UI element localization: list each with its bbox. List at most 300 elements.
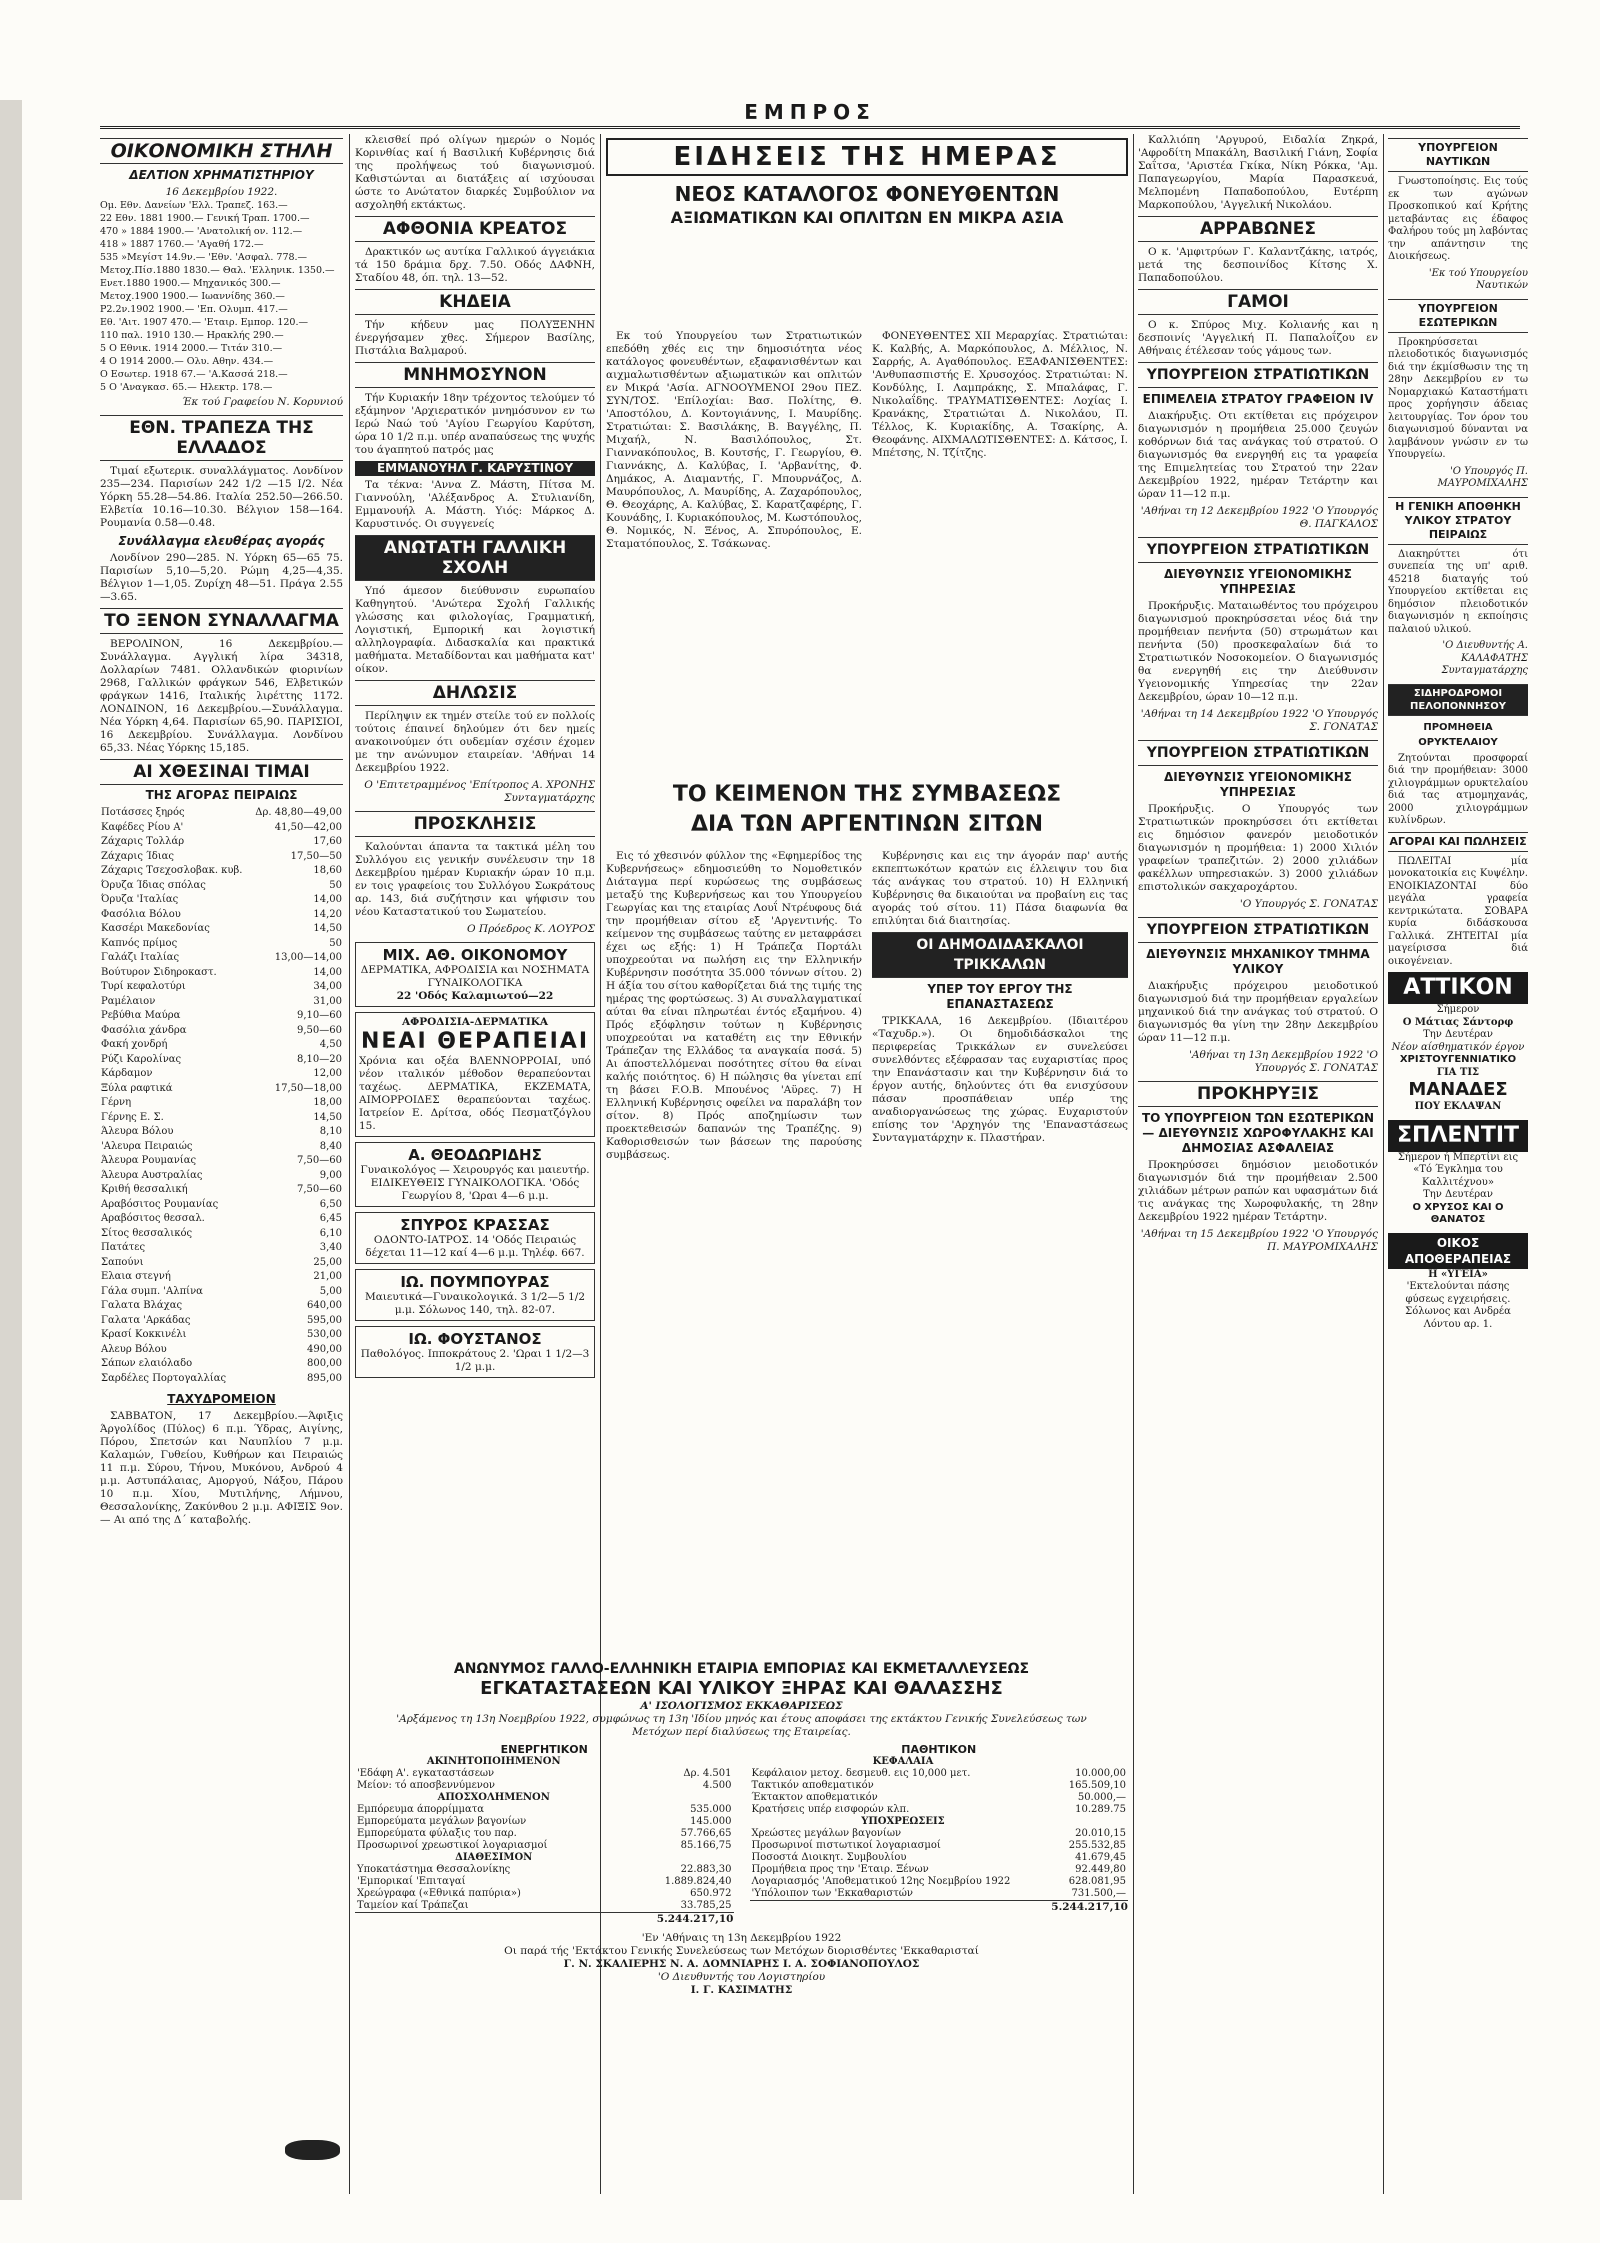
price-item: Γάλα συμπ. 'Αλπίνα (101, 1285, 203, 1297)
cinema-splendid-monday: Την Δευτέραν (1423, 1189, 1493, 1200)
balance-label: ΚΕΦΑΛΑΙΑ (872, 1756, 934, 1767)
school-text: Υπό άμεσον διεύθυνσιν ευρωπαίου Καθηγητού. 'Ανώτερα Σχολή Γαλλικής γλώσσης και φιλολογίας, Γραμματική, Λογιστική, Εμπορική και λογιστική αλληλογραφία. Διδασκαλία και πρακτικά μαθήματα. Μεταδίδονται και μαθήματα κατ' οίκον. (355, 585, 595, 675)
balance-row (750, 1876, 1129, 1888)
classifieds-text: ΠΩΛΕΙΤΑΙ μία μονοκατοικία εις Κυψέλην. ΕΝΟΙΚΙΑΖΟΝΤΑΙ δύο μεγάλα γραφεία κεντρικώτατα. ΣΟΒΑΡΑ κυρία διδάσκουσα Γαλλικά. ΖΗΤΕΙΤΑΙ μία μαγείρισσα διά οικογένειαν. (1388, 855, 1528, 967)
lead-subheadline: ΑΞΙΩΜΑΤΙΚΩΝ ΚΑΙ ΟΠΛΙΤΩΝ ΕΝ ΜΙΚΡΑ ΑΣΙΑ (670, 208, 1064, 227)
price-item: Φακή χονδρή (101, 1039, 168, 1050)
military3-heading: ΥΠΟΥΡΓΕΙΟΝ ΣΤΡΑΤΙΩΤΙΚΩΝ (1138, 740, 1378, 766)
price-item: Κάρδαμον (101, 1068, 153, 1079)
balance-row (750, 1840, 1129, 1852)
price-item: Άλευρα Αυστραλίας (101, 1169, 203, 1181)
ad-dentist-text: ΟΔΟΝΤΟ-ΙΑΤΡΟΣ. 14 'Οδός Πειραιώς δέχεται 11—12 καί 4—6 μ.μ. Τηλέφ. 667. (365, 1234, 585, 1259)
funeral-text: Τήν κήδευν μας ΠΟΛΥΞΕΝΗΝ ένεργήσαμεν χθες. Σήμερον Βασίλης, Πιστάλια Βαλμαρού. (355, 319, 595, 357)
balance-value: Δρ. 4.501 (683, 1768, 732, 1779)
exchange-line: 470 » 1884 1900.— 'Ανατολική ον. 112.— (100, 226, 303, 237)
price-item: Πατάτες (101, 1242, 146, 1253)
memorial-heading: ΜΝΗΜΟΣΥΝΟΝ (355, 362, 595, 388)
balance-value: 145.000 (690, 1816, 732, 1827)
military3-text: Προκήρυξις. Ο Υπουργός των Στρατιωτικών προκηρύσσει ότι εκτίθεται εις δημόσιον φανερόν μειοδοτικόν διαγωνισμόν η προμήθεια: 1) 2000 Χιλιόν γραφείων τραπεζιτών. 2) 2000 χιλιάδων φακέλλων υπηρεσιακών. 3) 2000 χιλιάδων επιστολικών σακχαροχάρτου. (1138, 803, 1378, 893)
exchange-line: 110 παλ. 1910 130.— Ηρακλής 290.— (100, 330, 284, 341)
price-table (100, 806, 343, 1386)
balance-value: 731.500,— (1071, 1888, 1126, 1899)
price-row (100, 951, 343, 966)
balance-value: 165.509,10 (1068, 1780, 1126, 1791)
funeral-heading: ΚΗΔΕΙΑ (355, 289, 595, 315)
ad-gynecologist (355, 1142, 595, 1207)
price-item: Καφέδες Ρίου Α' (101, 821, 184, 833)
balance-value: 22.883,30 (680, 1864, 732, 1875)
foreign-heading: ΤΟ ΞΕΝΟΝ ΣΥΝΑΛΛΑΓΜΑ (100, 608, 343, 634)
balance-value: 10.289.75 (1075, 1804, 1126, 1815)
military1-heading: ΥΠΟΥΡΓΕΙΟΝ ΣΤΡΑΤΙΩΤΙΚΩΝ (1138, 362, 1378, 388)
exchange-line: Μετοχ.1900 1900.— Ιωαννίδης 360.— (100, 291, 285, 302)
price-value: 25,00 (313, 1256, 342, 1268)
assets-total: 5.244.217,10 (355, 1912, 734, 1926)
balance-label: Εμπορεύματα φύλαξις του παρ. (357, 1828, 517, 1839)
price-row (100, 1067, 343, 1082)
fx-text: Λονδίνον 290—285. Ν. Υόρκη 65—65 75. Παρισίων 5,10—5,20. Ρώμη 4,25—4,35. Βέλγιον 1—1,05. Ζυρίχη 48—51. Πράγα 2.55—3.65. (100, 552, 343, 603)
price-value: 9,00 (319, 1169, 342, 1181)
balance-label: ΔΙΑΘΕΣΙΜΟΝ (455, 1852, 533, 1863)
ad-physician-name: ΙΩ. ΦΟΥΣΤΑΝΟΣ (408, 1330, 542, 1348)
meat-text: Δρακτικόν ως αυτίκα Γαλλικού άγγειάκια τά 150 δράμια δρχ. 7.50. Οδός ΔΑΦΝΗ, Σταδίου 48, όπ. τηλ. 13—52. (355, 246, 595, 284)
balance-label: Προσωρινοί πιστωτικοί λογαριασμοί (751, 1840, 941, 1851)
price-row (100, 1198, 343, 1213)
price-row (100, 1256, 343, 1271)
balance-row (750, 1768, 1129, 1780)
military3-subheading: ΔΙΕΥΘΥΝΣΙΣ ΥΓΕΙΟΝΟΜΙΚΗΣ ΥΠΗΡΕΣΙΑΣ (1164, 770, 1352, 799)
balance-label: Ποσοστά Διοικητ. Συμβουλίου (751, 1852, 907, 1863)
column-rule (1383, 134, 1384, 2194)
cinema-attikon-lost: ΠΟΥ ΕΚΛΑΨΑΝ (1414, 1101, 1502, 1112)
cinema-attikon-film: Ο Μάτιας Σάντορφ (1402, 1016, 1514, 1028)
balance-value: 33.785,25 (680, 1900, 732, 1911)
price-value: 12,00 (313, 1068, 342, 1079)
notice-heading: ΔΗΛΩΣΙΣ (355, 680, 595, 706)
masthead-title: ΕΜΠΡΟΣ (744, 100, 876, 124)
navy-signature: 'Εκ τού Υπουργείου Ναυτικών (1428, 267, 1528, 291)
military1-text: Διακήρυξις. Οτι εκτίθεται εις πρόχειρον διαγωνισμόν η προμήθεια 25.000 ζευγών κοθόρνων διά τας ανάγκας τού στρατού. Ο διαγωνισμός θα ενεργηθή εις τα γραφεία της Επιμελητείας του Στρατού την 22αν Δεκεμβρίου 1922, ημέραν Τετάρτην και ώραν 11—12 π.μ. (1138, 410, 1378, 500)
price-row (100, 850, 343, 865)
exchange-line: 5 Ο 'Αναγκασ. 65.— Ηλεκτρ. 178.— (100, 382, 273, 393)
report-signers-line: Οι παρά τής 'Εκτάκτου Γενικής Συνελεύσεως των Μετόχων διορισθέντες 'Εκκαθαρισταί (504, 1945, 979, 1957)
price-value: 4,50 (319, 1039, 342, 1050)
military4-text: Διακήρυξις πρόχειρου μειοδοτικού διαγωνισμού διά την προμήθειαν εργαλείων μηχανικού διά την ανάγκας τού στρατού. Ο διαγωνισμός θα γίνη την 28ην Δεκεμβρίου ώραν 11—12 π.μ. (1138, 980, 1378, 1044)
fx-heading: Συνάλλαγμα ελευθέρας αγοράς (118, 534, 325, 548)
clinic-text: 'Εκτελούνται πάσης φύσεως εγχειρήσεις. Σόλωνος και Ανδρέα Λόντου αρ. 1. (1405, 1281, 1511, 1330)
ad-treatments-heading: ΑΦΡΟΔΙΣΙΑ-ΔΕΡΜΑΤΙΚΑ (401, 1016, 549, 1028)
price-item: Βούτυρον Σιδηροκαστ. (101, 966, 217, 978)
price-value: 50 (329, 937, 342, 949)
lead-article-text: Εκ τού Υπουργείου των Στρατιωτικών επεδόθη χθές εις την δημοσιότητα νέος κατάλογος φονευθέντων, εξαφανισθέντων και αιχμαλωτισθέντων αξιωματικών και οπλιτών εν Μικρά 'Ασία. ΑΓΝΟΟΥΜΕΝΟΙ 29ου ΠΕΖ. ΣΥΝ/ΤΟΣ. 'Επίλοχίαι: Βασ. Πολίτης, Θ. 'Αποστόλου, Δ. Κοντογιάννης, Ι. Μαυρίδης. Στρατιώται: Σ. Βασιλάκης, Β. Βαγγέλης, Π. Μιχαήλ, Ν. Βασιλόπουλος, Στ. Γιαννακόπουλος, Β. Κουτσής, Γ. Γεωργίου, Θ. Γιαννάκης, Δ. Καλύβας, Ι. 'Αρβανίτης, Φ. Δημάκος, Α. Διαμαντής, Γ. Μπουρνάζος, Δ. Μαυρόπουλος, Λ. Μαυρίδης, Α. Ζαχαρόπουλος, Θ. Θεοχάρης, Α. Καλύβας, Σ. Καρατζαφέρης, Γ. Κουνάδης, Ι. Κυριακόπουλος, Μ. Κωστόπουλος, Θ. Νομικός, Ν. Ξένος, Α. Σπυρόπουλος, Ε. Σταματόπουλος, Σ. Τσάκωνας. (606, 330, 862, 550)
balance-label: ΑΠΟΣΧΟΛΗΜΕΝΟΝ (437, 1792, 550, 1803)
balance-row (355, 1804, 734, 1816)
price-item: Ραμέλαιον (101, 995, 156, 1007)
trikala-text: ΤΡΙΚΚΑΛΑ, 16 Δεκεμβρίου. (Ιδιαιτέρου «Ταχυδρ.»). Οι δημοδιδάσκαλοι της περιφερείας Τρικκάλων εν συνελεύσει συνελθόντες εξέφρασαν τας ευχαριστίας προς την Επανάστασιν και την Κυβέρνησιν διά το έργον αυτής, δηλούντες ότι θα ενισχύσουν πάσαν προσπάθειαν υπέρ της αναδιοργανώσεως της χώρας. Ευχαριστούν επίσης τον 'Αρχηγόν της 'Επαναστάσεως Συνταγματάρχην κ. Πλαστήραν. (872, 1015, 1128, 1144)
balance-label: Λογαριασμός 'Αποθεματικού 12ης Νοεμβρίου 1922 (751, 1876, 1011, 1887)
price-row (100, 1299, 343, 1314)
price-value: 7,50—60 (297, 1184, 342, 1195)
bank-text: Τιμαί εξωτερικ. συναλλάγματος. Λονδίνον 235—234. Παρισίων 242 1/2 —15 Ι/2. Νέα Υόρκη 55.28—54.86. Ιταλία 252.50—266.50. Ελβετία 10.16—10.30. Βέλγιον 158—164. Ρουμανία 0.58—0.48. (100, 465, 343, 529)
balance-value (1056, 1816, 1128, 1828)
balance-row (355, 1888, 734, 1900)
balance-label: 'Υπόλοιπον των 'Εκκαθαριστών (751, 1888, 913, 1899)
invite-signature: Ο Πρόεδρος Κ. ΛΟΥΡΟΣ (466, 923, 595, 935)
balance-value: 628.081,95 (1068, 1876, 1126, 1887)
exchange-list (100, 199, 343, 394)
price-row (100, 879, 343, 894)
military3-signature: 'Ο Υπουργός Σ. ΓΟΝΑΤΑΣ (1239, 898, 1378, 910)
price-row (100, 1343, 343, 1358)
balance-label: Εμπόρευμα άπορρίμματα (357, 1804, 485, 1815)
treaty-text: Εις τό χθεσινόν φύλλον της «Εφημερίδος της Κυβερνήσεως» εδημοσιεύθη το Νομοθετικόν Διάταγμα περί κυρώσεως της συμβάσεως μεταξύ της Κυβερνήσεως και του Υπουργείου Γεωργίας και της εταιρίας Λουΐ Ντρέυφους διά την προμήθειαν σίτου εξ 'Αργεντινής. Το κείμενον της συμβάσεως ταύτης εν μεταφράσει έχει ως εξής: 1) Η Τράπεζα Πορτάλι υποχρεούται να πωλήση εις την Ελληνικήν Κυβέρνησιν ποσότητα 35.000 τόννων σίτου. 2) Η άξία του σίτου καθορίζεται διά της τιμής της ημέρας της φορτώσεως. 3) Αι συναλλαγματικαί αύται θα είναι πληρωτέαι έντός εξαμήνου. 4) Πρός εξόφλησιν τούτων η Κυβέρνησις υποχρεούται να καταθέτη εις την Εθνικήν Τράπεζαν της Ελλάδος τα αναγκαία ποσά. 5) Αι άποστελλόμεναι ποσότητες σίτου θα είναι καλής ποιότητος. 6) Η πώλησις θα γίνεται επί τη βάσει F.O.B. Μπουένος 'Αϋρες. 7) Η Ελληνική Κυβέρνησις οφείλει να παραλάβη τον σίτον. 8) Πρός αποζημίωσιν των προεκτεθεισών δαπανών της Τραπέζης. 9) Καθορισθεισών των βάσεων της παρούσης συμβάσεως. (606, 850, 862, 1161)
military2-heading: ΥΠΟΥΡΓΕΙΟΝ ΣΤΡΑΤΙΩΤΙΚΩΝ (1138, 537, 1378, 563)
exchange-line: 535 »Μεγίστ 14.9ν.— 'Εθν. 'Ασφαλ. 778.— (100, 252, 308, 263)
balance-row (355, 1768, 734, 1780)
balance-label: Τακτικόν αποθεματικόν (751, 1780, 874, 1791)
company-subtitle: ΕΓΚΑΤΑΣΤΑΣΕΩΝ ΚΑΙ ΥΛΙΚΟΥ ΞΗΡΑΣ ΚΑΙ ΘΑΛΑΣΣΗΣ (480, 1678, 1003, 1699)
treaty-headline-text (606, 780, 1128, 840)
memorial-text: Τήν Κυριακήν 18ην τρέχοντος τελούμεν τό εξάμηνον 'Αρχιερατικόν μνημόσυνον εν τω Ιερώ Ναώ τού 'Αγίου Γεωργίου Καρύτση, ώρα 10 1/2 π.μ. υπέρ αναπαύσεως της ψυχής του άγαπητού πατρός μας (355, 392, 595, 456)
price-value: 14,50 (313, 923, 342, 934)
cinema-attikon-title: ΑΤΤΙΚΟΝ (1388, 972, 1528, 1004)
weddings-text: Ο κ. Σπύρος Μιχ. Κολιανής και η δεσποινίς 'Αγγελική Π. Παπαλοΐζου εν Αθήναις έτέλεσαν τούς γάμους των. (1138, 319, 1378, 357)
invite-heading: ΠΡΟΣΚΛΗΣΙΣ (355, 811, 595, 837)
price-value: 9,50—60 (297, 1024, 342, 1036)
balance-row (355, 1876, 734, 1888)
balance-label: Έκτακτον αποθεματικόν (751, 1792, 878, 1803)
treaty-article-col1 (606, 850, 862, 1640)
balance-row (355, 1828, 734, 1840)
balance-label: Μείον: τό αποσβεννύμενον (357, 1780, 495, 1791)
price-row (100, 893, 343, 908)
balance-value: 85.166,75 (680, 1840, 732, 1851)
notice-signature: Ο 'Επιτετραμμένος 'Επίτροπος Α. ΧΡΟΝΗΣ Συνταγματάρχης (364, 779, 595, 804)
balance-label: Κρατήσεις υπέρ εισφορών κλπ. (751, 1804, 910, 1815)
lead-headline: ΝΕΟΣ ΚΑΤΑΛΟΓΟΣ ΦΟΝΕΥΘΕΝΤΩΝ (674, 182, 1060, 206)
balance-value: 20.010,15 (1075, 1828, 1126, 1839)
cinema-attikon-today: Σήμερον (1436, 1004, 1480, 1015)
depot-text: Διακηρύττει ότι συνεπεία της υπ' αριθ. 45218 διαταγής τού Υπουργείου εκτίθεται εις δημόσιον πλειοδοτικόν διαγωνισμόν η εκποίησις παλαιού υλικού. (1388, 548, 1528, 635)
price-value: 3,40 (319, 1242, 342, 1253)
price-value: 31,00 (313, 995, 342, 1007)
price-item: Ποτάσσες ξηρός (101, 807, 185, 818)
railway-heading: ΣΙΔΗΡΟΔΡΟΜΟΙ ΠΕΛΟΠΟΝΝΗΣΟΥ (1388, 684, 1528, 716)
treaty-headline-line: ΔΙΑ ΤΩΝ ΑΡΓΕΝΤΙΝΩΝ ΣΙΤΩΝ (691, 812, 1043, 837)
balance-row (355, 1864, 734, 1876)
liabilities-table (750, 1756, 1129, 1900)
balance-value: 92.449,80 (1075, 1864, 1126, 1875)
proclamation-heading: ΠΡΟΚΗΡΥΞΙΣ (1138, 1081, 1378, 1107)
price-item: Όρυζα 'Ιταλίας (101, 894, 179, 905)
price-value: 6,50 (319, 1198, 342, 1210)
price-value: 7,50—60 (297, 1155, 342, 1166)
lead-article-text-continued: ΦΟΝΕΥΘΕΝΤΕΣ XII Μεραρχίας. Στρατιώται: Κ. Καλβής, Α. Μαρκόπουλος, Δ. Μέλλιος, Ν. Σαρρής, Α. Αγαθόπουλος. ΕΞΑΦΑΝΙΣΘΕΝΤΕΣ: 'Ανθυπασπιστής Ε. Χρυσοχόος. Στρατιώται: Ν. Κονδύλης, Ι. Λαμπράκης, Σ. Μπαλάφας, Γ. Νικολαΐδης. ΤΡΑΥΜΑΤΙΣΘΕΝΤΕΣ: Λοχίας Ι. Κρανάκης, Στρατιώται Δ. Νικολάου, Π. Τέλλος, Κ. Κυριακίδης, Α. Τσακίρης, Α. Θεοφάνης. ΑΙΧΜΑΛΩΤΙΣΘΕΝΤΕΣ: Δ. Κάτσος, Ι. Μπέτσης, Ν. Τζίτζης. (872, 330, 1128, 459)
balance-label: Ταμείον καί Τράπεζαι (357, 1900, 469, 1911)
railway-text: Ζητούνται προσφοραί διά την προμήθειαν: 3000 χιλιογράμμων ορυκτελαίου διά τας ατμομηχανάς, 2000 χιλιογράμμων κυλίνδρων. (1388, 752, 1528, 826)
price-item: Σίτος θεσσαλικός (101, 1227, 193, 1239)
balance-value (632, 1792, 733, 1804)
ad-obstetrician-name: ΙΩ. ΠΟΥΜΠΟΥΡΑΣ (400, 1273, 550, 1291)
depot-heading: Η ΓΕΝΙΚΗ ΑΠΟΘΗΚΗ ΥΛΙΚΟΥ ΣΤΡΑΤΟΥ ΠΕΙΡΑΙΩΣ (1388, 497, 1528, 545)
price-value: 490,00 (307, 1343, 342, 1355)
balance-row (750, 1852, 1129, 1864)
price-item: 'Αλευρα Πειραιώς (101, 1140, 193, 1152)
balance-value: 41.679,45 (1075, 1852, 1126, 1863)
price-item: Γέρνη (101, 1097, 132, 1108)
price-value: 41,50—42,00 (274, 821, 342, 833)
price-item: Τυρί κεφαλοτύρι (101, 981, 186, 992)
price-row (100, 1357, 343, 1372)
report-title: Α' ΙΣΟΛΟΓΙΣΜΟΣ ΕΚΚΑΘΑΡΙΣΕΩΣ (640, 1700, 843, 1712)
balance-row (750, 1828, 1129, 1840)
price-value: 21,00 (313, 1271, 342, 1282)
bank-heading: ΕΘΝ. ΤΡΑΠΕΖΑ ΤΗΣ ΕΛΛΑΔΟΣ (100, 415, 343, 461)
balance-row (355, 1780, 734, 1792)
balance-label: Υποκατάστημα Θεσσαλονίκης (357, 1864, 511, 1875)
price-item: Όρυζα Ίδιας σπόλας (101, 879, 206, 891)
balance-value: 1.889.824,40 (664, 1876, 732, 1887)
price-item: Γαλατα 'Αρκάδας (101, 1314, 191, 1326)
military2-subheading: ΔΙΕΥΘΥΝΣΙΣ ΥΓΕΙΟΝΟΜΙΚΗΣ ΥΠΗΡΕΣΙΑΣ (1164, 567, 1352, 596)
price-item: Σάπων ελαιόλαδο (101, 1358, 193, 1369)
cinema-attikon-new: Νέον αίσθηματικόν έργον (1391, 1041, 1525, 1053)
price-value: Δρ. 48,80—49,00 (255, 807, 342, 818)
price-item: Σαρδέλες Πορτογαλλίας (101, 1372, 227, 1384)
price-item: Φασόλια Βόλου (101, 908, 181, 920)
memorial-family: Τα τέκνα: 'Αννα Ζ. Μάστη, Πίτσα Μ. Γιαννούλη, 'Αλέξανδρος Α. Στυλιανίδη, Εμμανουήλ Α. Μάστη. Υιός: Μάρκος Δ. Καρυστινός. Οι συγγενείς (355, 479, 595, 530)
liabilities-section (750, 1743, 1129, 1926)
price-row (100, 1169, 343, 1184)
balance-row (355, 1840, 734, 1852)
price-row (100, 922, 343, 937)
foreign-text: ΒΕΡΟΛΙΝΟΝ, 16 Δεκεμβρίου.—Συνάλλαγμα. Αγγλική λίρα 34318, Δολλαρίων 7481. Ολλανδικών φιορινίων 2968, Γαλλικών φράγκων 546, Ελβετικών φράγκων 1416, Ιταλικής λιρέττης 1172. ΛΟΝΔΙΝΟΝ, 16 Δεκεμβρίου.—Συνάλλαγμα. Νέα Υόρκη 4,64. Παρισίων 65,90. ΠΑΡΙΣΙΟΙ, 16 Δεκεμβρίου. Συνάλλαγμα. Λονδίνου 65,33. Νέας Υόρκης 15,185. (100, 638, 343, 754)
balance-label: 'Εδάφη Α'. εγκαταστάσεων (357, 1768, 495, 1779)
interior-heading: ΥΠΟΥΡΓΕΙΟΝ ΕΣΩΤΕΡΙΚΩΝ (1388, 299, 1528, 333)
price-item: Κασσέρι Μακεδονίας (101, 923, 210, 934)
price-item: Σαπούνι (101, 1256, 144, 1268)
notice-text: Περίληψιν εκ τημέν στείλε τού εν πολλοίς τούτοις έπαινεί δηλούμεν ότι δεν ημείς ανακοινούμεν ότι ουδεμίαν σχέσιν έχομεν με την ανώνυμον εταιρείαν. 'Αθήναι 14 Δεκεμβρίου 1922. (355, 710, 595, 774)
liabilities-heading: ΠΑΘΗΤΙΚΟΝ (901, 1743, 977, 1756)
price-row (100, 1009, 343, 1024)
ad-dentist-name: ΣΠΥΡΟΣ ΚΡΑΣΣΑΣ (400, 1216, 550, 1234)
exchange-line: 22 Εθν. 1881 1900.— Γενική Τραπ. 1700.— (100, 213, 310, 224)
price-row (100, 1096, 343, 1111)
school-heading: ΑΝΩΤΑΤΗ ΓΑΛΛΙΚΗ ΣΧΟΛΗ (355, 535, 595, 581)
memorial-name: ΕΜΜΑΝΟΥΗΛ Γ. ΚΑΡΥΣΤΙΝΟΥ (355, 461, 595, 476)
balance-label: Κεφάλαιον μετοχ. δεσμευθ. εις 10,000 μετ. (751, 1768, 971, 1779)
balance-label: 'Εμπορικαί 'Επιταγαί (357, 1876, 466, 1887)
exchange-line: Ρ2.2ν.1902 1900.— 'Επ. Ολυμπ. 417.— (100, 304, 288, 315)
price-row (100, 821, 343, 836)
cinema-attikon-christmas: ΧΡΙΣΤΟΥΓΕΝΝΙΑΤΙΚΟ (1399, 1054, 1517, 1065)
ad-obstetrician-text: Μαιευτικά—Γυναικολογικά. 3 1/2—5 1/2 μ.μ. Σόλωνος 140, τηλ. 82-07. (364, 1291, 586, 1316)
exchange-heading: ΔΕΛΤΙΟΝ ΧΡΗΜΑΤΙΣΤΗΡΙΟΥ (129, 168, 314, 182)
ad-dermatologist (355, 942, 595, 1007)
price-item: Ελαια στεγνή (101, 1271, 171, 1282)
column-announcements (1138, 134, 1378, 2194)
price-value: 800,00 (307, 1358, 342, 1369)
price-row (100, 1314, 343, 1329)
price-item: Ξύλα ραφτικά (101, 1082, 173, 1094)
exchange-source: Έκ τού Γραφείου Ν. Κορυνιού (181, 396, 343, 408)
price-item: Ρεβύθια Μαύρα (101, 1010, 181, 1021)
classifieds-heading: ΑΓΟΡΑΙ ΚΑΙ ΠΩΛΗΣΕΙΣ (1388, 832, 1528, 852)
price-item: Κρασί Κοκκινέλι (101, 1329, 187, 1340)
navy-text: Γνωστοποίησις. Εις τούς εκ των αγώνων Προσκοπικού καί Κρήτης μεταβάντας εις έδαφος Φαλήρου τούς μη λαβόντας την απάντησιν της Διοικήσεως. (1388, 176, 1528, 262)
column-rule (349, 134, 350, 2194)
price-item: Κριθή θεσσαλική (101, 1184, 188, 1195)
balance-label: Προμήθεια προς την 'Εταιρ. Ξένων (751, 1864, 929, 1875)
column-ministries (1388, 134, 1528, 2194)
names-text: Καλλιόπη 'Αργυρού, Ειδαλία Ζηκρά, 'Αφροδίτη Μπακάλη, Βασιλική Γιάνη, Σοφία Σαΐτσα, 'Αριστέα Γκίκα, Νίκη Ρόκκα, 'Αμ. Παπαγεωργίου, Μαρία Παρασκευά, Μελπομένη Παπαδοπούλου, Ευτέρπη Μαρκοπούλου, 'Αγγελική Νικολάου. (1138, 134, 1378, 211)
balance-label: ΥΠΟΧΡΕΩΣΕΙΣ (861, 1816, 945, 1827)
balance-row (355, 1852, 734, 1864)
balance-value: 535.000 (690, 1804, 732, 1815)
cinema-splendid-text: Σήμερον ή Μπερτίνι εις «Τό Έγκλημα του Καλλιτέχνου» (1397, 1151, 1519, 1188)
lead-article-col1 (606, 330, 862, 770)
proclamation-subheading: ΤΟ ΥΠΟΥΡΓΕΙΟΝ ΤΩΝ ΕΣΩΤΕΡΙΚΩΝ — ΔΙΕΥΘΥΝΣΙΣ ΧΩΡΟΦΥΛΑΚΗΣ ΚΑΙ ΔΗΜΟΣΙΑΣ ΑΣΦΑΛΕΙΑΣ (1141, 1111, 1375, 1155)
price-item: Αραβόσιτος θεσσαλ. (101, 1213, 205, 1224)
exchange-line: 4 Ο 1914 2000.— Ολυ. Αθην. 434.— (100, 356, 274, 367)
price-row (100, 1285, 343, 1300)
price-row (100, 980, 343, 995)
price-row (100, 1154, 343, 1169)
balance-value (1056, 1756, 1128, 1768)
price-row (100, 1038, 343, 1053)
ad-gynecologist-text: Γυναικολόγος — Χειρουργός και μαιευτήρ. ΕΙΔΙΚΕΥΘΕΙΣ ΓΥΝΑΙΚΟΛΟΓΙΚΑ. 'Οδός Γεωργίου 8, 'Ωραι 4—6 μ.μ. (360, 1164, 590, 1202)
price-row (100, 1140, 343, 1155)
price-value: 6,10 (319, 1227, 342, 1239)
news-section-title: ΕΙΔΗΣΕΙΣ ΤΗΣ ΗΜΕΡΑΣ (606, 138, 1128, 176)
ad-physician-text: Παθολόγος. Ιπποκράτους 2. 'Ωραι 1 1/2—3 1/2 μ.μ. (360, 1348, 590, 1373)
price-row (100, 937, 343, 952)
balance-value: 255.532,85 (1068, 1840, 1126, 1851)
proclamation-text: Προκηρύσσει δημόσιον μειοδοτικόν διαγωνισμόν διά την προμήθειαν 2.500 χιλιάδων μέτρων ραπών και υφασμάτων διά τις ανάγκας της Χωροφυλακής, τη 28ην Δεκεμβρίου 1922 ημέραν Τετάρτην. (1138, 1159, 1378, 1223)
price-value: 595,00 (307, 1314, 342, 1326)
balance-value: 4.500 (702, 1780, 732, 1791)
balance-label: Χρεώγραφα («Εθνικά παπύρια») (357, 1888, 521, 1899)
assets-table (355, 1756, 734, 1912)
balance-value: 50.000,— (1077, 1792, 1126, 1803)
price-value: 14,00 (313, 966, 342, 978)
price-item: Γαλάζι Ιταλίας (101, 952, 180, 963)
treaty-text-continued: Κυβέρνησις και εις την άγοράν παρ' αυτής εκπεπτωκότων κρατών εις έλλειψιν του δια τάς ανάγκας του στρατού. 10) Η Ελληνική Κυβέρνησις θα δικαιούται να προβαίνη εις τας αγοράς τού σίτου. 11) Πάσα διαφωνία θα επιλύηται διά διαιτησίας. (872, 850, 1128, 927)
column-notices (355, 134, 595, 1774)
depot-signature: 'Ο Διευθυντής Α. ΚΑΛΑΦΑΤΗΣ Συνταγματάρχης (1441, 640, 1528, 676)
balance-row (355, 1756, 734, 1768)
exchange-line: Ομ. Εθν. Δανείων 'Ελλ. Τραπεζ. 163.— (100, 200, 288, 211)
ad-physician (355, 1326, 595, 1378)
military1-signature: 'Αθήναι τη 12 Δεκεμβρίου 1922 'Ο Υπουργός Θ. ΠΑΓΚΑΛΟΣ (1140, 505, 1378, 530)
ad-obstetrician (355, 1269, 595, 1321)
treaty-headline (606, 780, 1128, 840)
proclamation-signature: 'Αθήναι τη 15 Δεκεμβρίου 1922 'Ο Υπουργός Π. ΜΑΥΡΟΜΙΧΑΛΗΣ (1140, 1228, 1378, 1253)
price-item: Καπνός πρίμος (101, 937, 178, 949)
price-item: Ζάχαρις Ίδιας (101, 850, 175, 862)
clinic-name: Η «ΥΓΕΙΑ» (1428, 1268, 1488, 1280)
price-value: 895,00 (307, 1372, 342, 1384)
report-date: 'Εν 'Αθήναις τη 13η Δεκεμβρίου 1922 (641, 1932, 842, 1944)
trikala-subheading: ΥΠΕΡ ΤΟΥ ΕΡΓΟΥ ΤΗΣ ΕΠΑΝΑΣΤΑΣΕΩΣ (927, 982, 1073, 1011)
price-value: 18,00 (313, 1097, 342, 1108)
lead-article-col2 (872, 330, 1128, 770)
report-accountant-name: Ι. Γ. ΚΑΣΙΜΑΤΗΣ (690, 1984, 793, 1996)
balance-label: Χρεώστες μεγάλων βαγονίων (751, 1828, 902, 1839)
exchange-line: Ο Εσωτερ. 1918 67.— 'Α.Κασσά 218.— (100, 369, 288, 380)
report-accountant: 'Ο Διευθυντής του Λογιστηρίου (657, 1971, 826, 1983)
price-value: 8,40 (319, 1140, 342, 1152)
column-rule (1133, 134, 1134, 2194)
price-row (100, 1227, 343, 1242)
price-value: 13,00—14,00 (274, 952, 342, 963)
balance-tables (355, 1743, 1128, 1926)
military2-signature: 'Αθήναι τη 14 Δεκεμβρίου 1922 'Ο Υπουργός Σ. ΓΟΝΑΤΑΣ (1140, 708, 1378, 733)
balance-value (632, 1852, 733, 1864)
price-value: 9,10—60 (297, 1010, 342, 1021)
price-value: 34,00 (313, 981, 342, 992)
cinema-attikon-mothers: ΜΑΝΑΔΕΣ (1408, 1079, 1508, 1100)
military4-heading: ΥΠΟΥΡΓΕΙΟΝ ΣΤΡΑΤΙΩΤΙΚΩΝ (1138, 917, 1378, 943)
market-heading: ΑΙ ΧΘΕΣΙΝΑΙ ΤΙΜΑΙ (100, 759, 343, 785)
balance-row (750, 1792, 1129, 1804)
page-edge (0, 100, 22, 2200)
cinema-splendid-title: ΣΠΛΕΝΤΙΤ (1388, 1120, 1528, 1152)
price-item: Αλευρ Βόλου (101, 1343, 167, 1355)
assets-section (355, 1743, 734, 1926)
military4-subheading: ΔΙΕΥΘΥΝΣΙΣ ΜΗΧΑΝΙΚΟΥ ΤΜΗΜΑ ΥΛΙΚΟΥ (1146, 947, 1370, 976)
intro-text: κλεισθεί πρό ολίγων ημερών ο Νομός Κορινθίας καί ή Βασιλική Κυβέρνησις διά της προλήψεως τού διαγωνισμού. Καθιστώνται αι διατάξεις αί ισχύουσαι ώστε το Ανώτατον διαρκές Συμβούλιον να ασχοληθή εκτάκτως. (355, 134, 595, 211)
company-name: ΑΝΩΝΥΜΟΣ ΓΑΛΛΟ-ΕΛΛΗΝΙΚΗ ΕΤΑΙΡΙΑ ΕΜΠΟΡΙΑΣ ΚΑΙ ΕΚΜΕΤΑΛΛΕΥΣΕΩΣ (453, 1661, 1030, 1677)
ink-blot (285, 2140, 340, 2160)
exchange-line: Ενετ.1880 1900.— Μηχανικός 300.— (100, 278, 281, 289)
balance-value: 10.000,00 (1075, 1768, 1126, 1779)
shipping-text: ΣΑΒΒΑΤΟΝ, 17 Δεκεμβρίου.—Άφιξις Άργολίδος (Πύλος) 6 π.μ. Ύδρας, Αιγίνης, Πόρου, Σπετσών και Ναυπλίου 7 μ.μ. Καλαμών, Γυθείου, Κυθήρων και Πειραιώς 11 π.μ. Σύρου, Τήνου, Μυκόνου, Ανδρού 4 μ.μ. Αστυπάλαιας, Αμοργού, Νάξου, Πάρου 10 π.μ. Χίου, Μυτιλήνης, Λήμνου, Θεσσαλονίκης, Ζακύνθου 2 μ.μ. ΑΦΙΞΙΣ 9ον.— Αι από της Δ΄ καταβολής. (100, 1410, 343, 1526)
price-row (100, 995, 343, 1010)
balance-value (632, 1756, 733, 1768)
trikala-heading: ΟΙ ΔΗΜΟΔΙΔΑΣΚΑΛΟΙ ΤΡΙΚΚΑΛΩΝ (872, 932, 1128, 978)
military1-subheading: ΕΠΙΜΕΛΕΙΑ ΣΤΡΑΤΟΥ ΓΡΑΦΕΙΟΝ IV (1142, 392, 1374, 406)
ad-treatments-title: ΝΕΑΙ ΘΕΡΑΠΕΙΑΙ (360, 1029, 590, 1054)
exchange-line: 5 Ο Εθνικ. 1914 2000.— Τιτάν 310.— (100, 343, 283, 354)
cinema-attikon-monday: Την Δευτέραν (1423, 1029, 1493, 1040)
news-header (606, 134, 1128, 324)
ad-treatments-text: Χρόνια και οξέα ΒΛΕΝΝΟΡΡΟΙΑΙ, υπό νέον ιταλικόν μέθοδον θεραπεύονται ταχέως. ΔΕΡΜΑΤΙΚΑ, ΕΚΖΕΜΑΤΑ, ΑΙΜΟΡΡΟΙΔΕΣ θεραπεύονται ταχέως. Ιατρείον Ε. Δρίτσα, οδός Πεσματζόγλου 15. (359, 1055, 591, 1132)
price-row (100, 1125, 343, 1140)
balance-label: ΑΚΙΝΗΤΟΠΟΙΗΜΕΝΟΝ (426, 1756, 561, 1767)
exchange-line: Μετοχ.Πίσ.1880 1830.— Θαλ. 'Ελληνικ. 1350.— (100, 265, 335, 276)
price-row (100, 1053, 343, 1068)
ad-gynecologist-name: Α. ΘΕΟΔΩΡΙΔΗΣ (408, 1146, 542, 1164)
balance-row (355, 1900, 734, 1912)
price-item: Φασόλια χάνδρα (101, 1024, 187, 1036)
price-row (100, 835, 343, 850)
ad-dentist (355, 1212, 595, 1264)
balance-row (750, 1756, 1129, 1768)
balance-row (750, 1864, 1129, 1876)
price-value: 17,60 (313, 836, 342, 847)
cinema-attikon-for: ΓΙΑ ΤΙΣ (1436, 1066, 1480, 1078)
liabilities-total: 5.244.217,10 (750, 1900, 1129, 1914)
price-value: 530,00 (307, 1329, 342, 1340)
price-value: 8,10—20 (297, 1053, 342, 1065)
price-row (100, 1270, 343, 1285)
price-value: 640,00 (307, 1300, 342, 1311)
price-value: 6,45 (319, 1213, 342, 1224)
engagements-heading: ΑΡΡΑΒΩΝΕΣ (1138, 216, 1378, 242)
balance-value: 57.766,65 (680, 1828, 732, 1839)
balance-label: Εμπορεύματα μεγάλων βαγονίων (357, 1816, 527, 1827)
